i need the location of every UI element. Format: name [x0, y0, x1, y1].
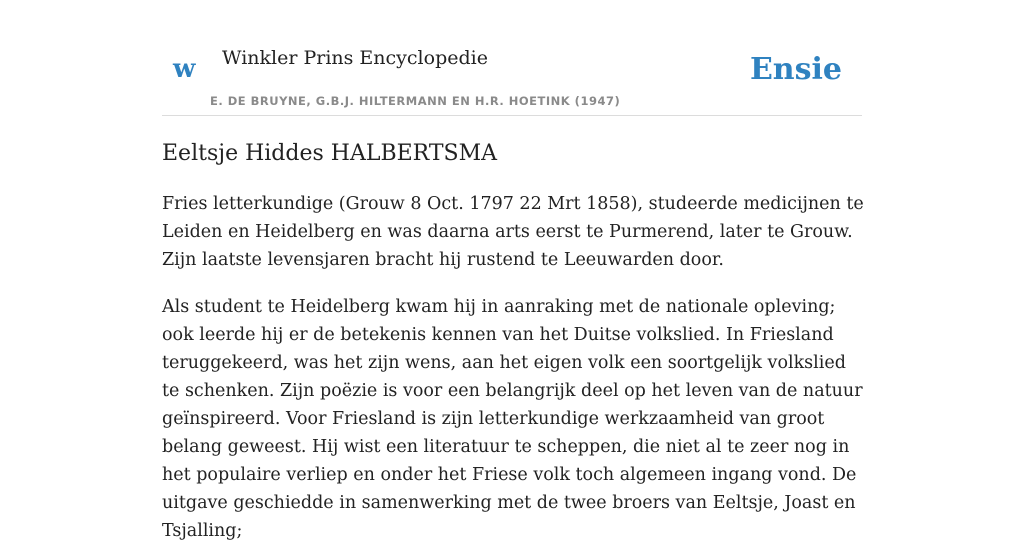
ensie-logo-link[interactable]: Ensie	[749, 52, 842, 87]
site-title: Winkler Prins Encyclopedie	[222, 47, 488, 69]
article-title: Eeltsje Hiddes HALBERTSMA	[162, 141, 498, 166]
winkler-prins-logo[interactable]: w	[173, 54, 196, 84]
site-subtitle: E. DE BRUYNE, G.B.J. HILTERMANN EN H.R. HOETINK (1947)	[210, 94, 621, 108]
article	[162, 138, 867, 545]
article-paragraph-1: Fries letterkundige (Grouw 8 Oct. 1797 22 Mrt 1858), studeerde medicijnen te Leiden en Heidelberg en was daarna arts eerst te Purmerend, later te Grouw. Zijn laatste levensjaren bracht hij rustend te Leeuwarden door.	[162, 194, 864, 270]
article-paragraph-2: Als student te Heidelberg kwam hij in aanraking met de nationale opleving; ook leerde hij er de betekenis kennen van het Duitse volkslied. In Friesland teruggekeerd, was het zijn wens, aan het eigen volk een soortgelijk volkslied te schenken. Zijn poëzie is voor een belangrijk deel op het leven van de natuur geïnspireerd. Voor Friesland is zijn letterkundige werkzaamheid van groot belang geweest. Hij wist een literatuur te scheppen, die niet al te zeer nog in het populaire verliep en onder het Friese volk toch algemeen ingang vond. De uitgave geschiedde in samenwerking met de twee broers van Eeltsje, Joast en Tsjalling;	[162, 297, 863, 541]
site-header	[162, 30, 862, 116]
